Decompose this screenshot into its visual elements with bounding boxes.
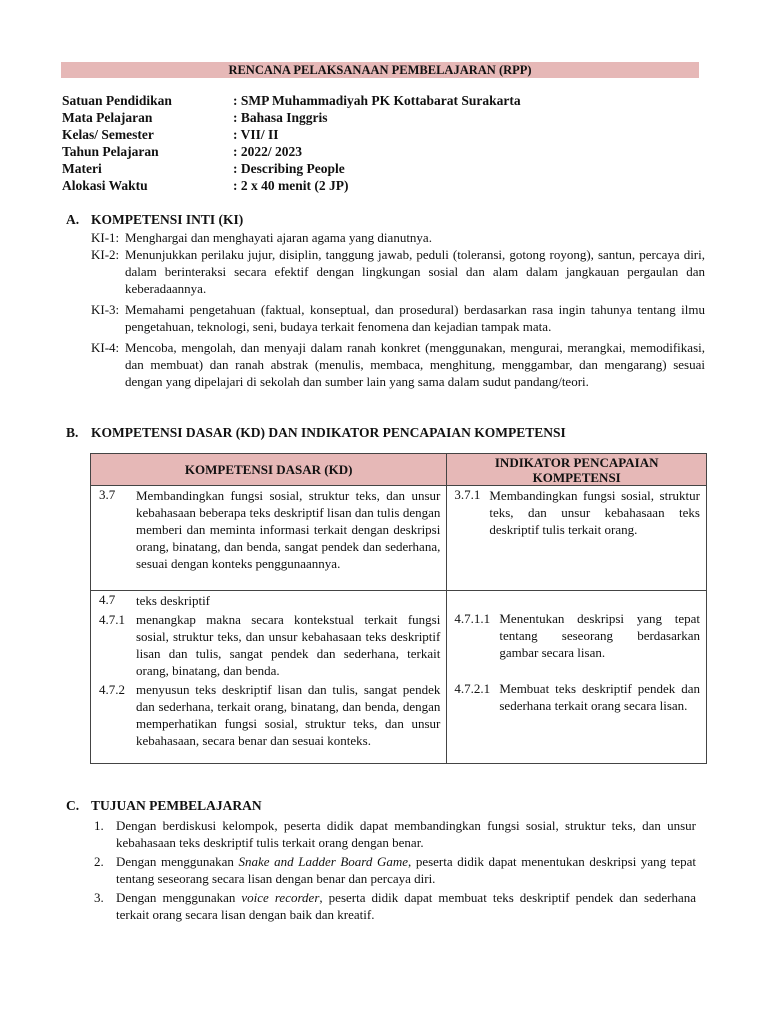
ki-code: KI-2: xyxy=(91,247,120,262)
section-a-heading xyxy=(66,211,243,228)
objective-text: , peserta didik dapat membuat teks deskriptif pendek dan sederhana terkait orang secara lisan dengan baik dan kreatif. xyxy=(116,890,696,922)
learning-objectives xyxy=(94,817,696,925)
info-label: Materi xyxy=(62,161,102,176)
objective-text: Dengan menggunakan xyxy=(116,890,242,905)
section-title: TUJUAN PEMBELAJARAN xyxy=(91,798,262,813)
kd-number: 4.7 xyxy=(99,592,116,607)
info-row-alokasi xyxy=(62,177,521,194)
indicator-number: 4.7.2.1 xyxy=(454,681,491,696)
section-c-heading xyxy=(66,797,262,814)
indicator-entry xyxy=(447,591,706,661)
info-value: : 2 x 40 menit (2 JP) xyxy=(233,178,349,193)
ki-item xyxy=(91,301,705,335)
kd-column-header: KOMPETENSI DASAR (KD) xyxy=(91,454,447,486)
objective-item xyxy=(94,817,696,851)
kd-text: menyusun teks deskriptif lisan dan tulis, sangat pendek dan sederhana, terkait orang, binatang, dan benda, dengan memperhatikan fungsi sosial, struktur teks, dan unsur kebahasaan, secara benar dan sesuai konteks. xyxy=(136,682,441,748)
ki-text: Menunjukkan perilaku jujur, disiplin, tanggung jawab, peduli (toleransi, gotong royong), santun, percaya diri, dalam berinteraksi secara efektif dengan lingkungan sosial dan alam dalam jangkauan pergaulan dan keberadaannya. xyxy=(125,247,705,296)
ki-code: KI-4: xyxy=(91,340,120,355)
ki-item xyxy=(91,229,705,246)
ki-code: KI-3: xyxy=(91,302,120,317)
indicator-entry xyxy=(447,661,706,714)
objective-item xyxy=(94,889,696,923)
section-b-heading xyxy=(66,424,566,441)
objective-number: 3. xyxy=(94,890,104,905)
kd-number: 3.7 xyxy=(99,487,116,502)
kd-cell xyxy=(91,486,447,591)
info-value: : 2022/ 2023 xyxy=(233,144,302,159)
objective-text: Dengan berdiskusi kelompok, peserta didik dapat membandingkan fungsi sosial, struktur teks, dan unsur kebahasaan teks deskriptif tulis terkait orang dengan benar. xyxy=(116,818,696,850)
info-label: Alokasi Waktu xyxy=(62,178,148,193)
kd-entry xyxy=(91,486,446,572)
info-row-satuan xyxy=(62,92,521,109)
section-letter: A. xyxy=(66,212,80,227)
info-row-tahun xyxy=(62,143,521,160)
indicator-text: Menentukan deskripsi yang tepat tentang seseorang berdasarkan gambar secara lisan. xyxy=(499,611,700,660)
ki-text: Mencoba, mengolah, dan menyaji dalam ranah konkret (menggunakan, mengurai, merangkai, memodifikasi, dan membuat) dan ranah abstrak (menulis, membaca, menghitung, menggambar, dan mengarang) sesuai dengan yang dipelajari di sekolah dan sumber lain yang sama dalam sudut pandang/teori. xyxy=(125,340,705,389)
indicator-number: 3.7.1 xyxy=(454,487,481,502)
table-row xyxy=(91,486,707,591)
ki-code: KI-1: xyxy=(91,230,120,245)
objective-item xyxy=(94,853,696,887)
info-label: Tahun Pelajaran xyxy=(62,144,159,159)
table-row xyxy=(91,591,707,764)
kd-number: 4.7.1 xyxy=(99,612,125,627)
info-label: Kelas/ Semester xyxy=(62,127,154,142)
kd-table xyxy=(90,453,707,764)
section-title: KOMPETENSI INTI (KI) xyxy=(91,212,244,227)
kd-text: Membandingkan fungsi sosial, struktur teks, dan unsur kebahasaan beberapa teks deskriptif lisan dan tulis dengan memberi dan meminta informasi terkait dengan deskripsi orang, binatang, dan benda, sangat pendek dan sederhana, sesuai dengan konteks penggunaannya. xyxy=(136,488,441,571)
ki-item xyxy=(91,339,705,390)
indicator-number: 4.7.1.1 xyxy=(454,611,491,626)
section-letter: C. xyxy=(66,798,80,813)
indicator-column-header: INDIKATOR PENCAPAIAN KOMPETENSI xyxy=(447,454,707,486)
kd-text: teks deskriptif xyxy=(136,593,211,608)
kd-cell xyxy=(91,591,447,764)
section-letter: B. xyxy=(66,425,79,440)
info-label: Satuan Pendidikan xyxy=(62,93,172,108)
indicator-text: Membandingkan fungsi sosial, struktur teks, dan unsur kebahasaan teks deskriptif tulis terkait orang. xyxy=(489,488,700,537)
indicator-entry xyxy=(447,486,706,538)
kd-text: menangkap makna secara kontekstual terkait fungsi sosial, struktur teks, dan unsur kebahasaan teks deskriptif lisan dan tulis, sangat pendek dan sederhana, terkait orang, binatang, dan benda. xyxy=(136,612,441,678)
kd-entry xyxy=(91,679,446,751)
info-value: : Describing People xyxy=(233,161,345,176)
info-value: : SMP Muhammadiyah PK Kottabarat Surakarta xyxy=(233,93,521,108)
kd-entry xyxy=(91,591,446,609)
indicator-cell xyxy=(447,486,707,591)
info-row-mapel xyxy=(62,109,521,126)
indicator-text: Membuat teks deskriptif pendek dan sederhana terkait orang secara lisan. xyxy=(499,681,700,713)
document-title: RENCANA PELAKSANAAN PEMBELAJARAN (RPP) xyxy=(61,62,699,78)
kd-entry xyxy=(91,609,446,679)
ki-text: Menghargai dan menghayati ajaran agama yang dianutnya. xyxy=(125,230,432,245)
objective-media: Snake and Ladder Board Game xyxy=(238,854,408,869)
indicator-cell xyxy=(447,591,707,764)
objective-number: 1. xyxy=(94,818,104,833)
info-row-kelas xyxy=(62,126,521,143)
info-row-materi xyxy=(62,160,521,177)
ki-text: Memahami pengetahuan (faktual, konseptual, dan prosedural) berdasarkan rasa ingin tahunya tentang ilmu pengetahuan, teknologi, seni, budaya terkait fenomena dan kejadian tampak mata. xyxy=(125,302,705,334)
ki-item xyxy=(91,246,705,297)
info-value: : VII/ II xyxy=(233,127,279,142)
objective-text: , peserta didik dapat menentukan deskripsi yang tepat tentang seseorang secara lisan dengan benar dan percaya diri. xyxy=(116,854,696,886)
objective-text: Dengan menggunakan xyxy=(116,854,239,869)
objective-media: voice recorder xyxy=(241,890,320,905)
objective-number: 2. xyxy=(94,854,104,869)
table-header-row xyxy=(91,454,707,486)
kd-number: 4.7.2 xyxy=(99,682,125,697)
info-value: : Bahasa Inggris xyxy=(233,110,328,125)
section-title: KOMPETENSI DASAR (KD) DAN INDIKATOR PENCAPAIAN KOMPETENSI xyxy=(91,425,566,440)
identity-info xyxy=(62,92,521,194)
info-label: Mata Pelajaran xyxy=(62,110,153,125)
